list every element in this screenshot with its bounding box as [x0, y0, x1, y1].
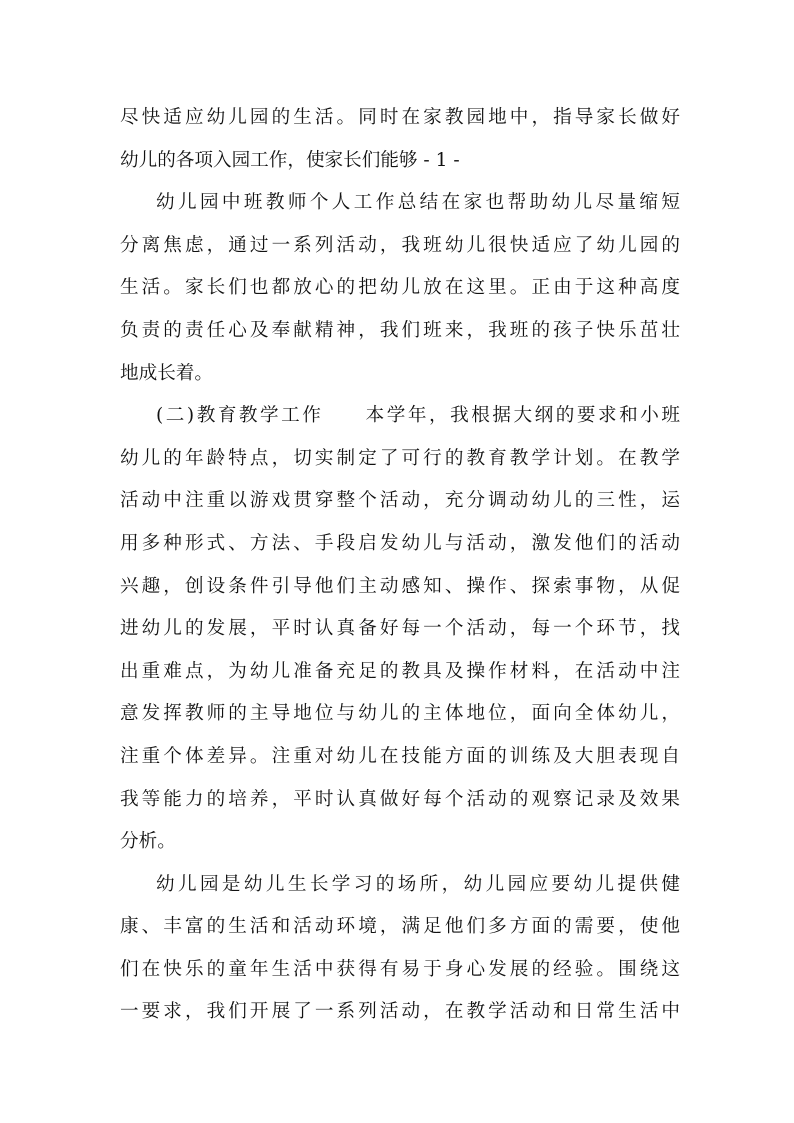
text-line: 尽快适应幼儿园的生活。同时在家教园地中，指导家长做好 — [120, 107, 680, 128]
text-line: 幼儿的各项入园工作，使家长们能够 - 1 - — [120, 149, 460, 171]
text-line: 活动中注重以游戏贯穿整个活动，充分调动幼儿的三性，运 — [120, 490, 680, 512]
text-line: 地成长着。 — [120, 362, 213, 384]
text-line: 分离焦虑，通过一系列活动，我班幼儿很快适应了幼儿园的 — [120, 234, 680, 256]
text-line: (二)教育教学工作 本学年，我根据大纲的要求和小班 — [156, 405, 680, 427]
text-line: 幼儿园中班教师个人工作总结在家也帮助幼儿尽量缩短 — [156, 192, 680, 214]
text-line: 进幼儿的发展，平时认真备好每一个活动，每一个环节，找 — [120, 618, 680, 640]
text-line: 生活。家长们也都放心的把幼儿放在这里。正由于这种高度 — [120, 277, 680, 299]
text-line: 注重个体差异。注重对幼儿在技能方面的训练及大胆表现自 — [120, 745, 680, 767]
text-line: 出重难点，为幼儿准备充足的教具及操作材料，在活动中注 — [120, 660, 680, 682]
text-line: 意发挥教师的主导地位与幼儿的主体地位，面向全体幼儿， — [120, 703, 680, 725]
text-line: 负责的责任心及奉献精神，我们班来，我班的孩子快乐茁壮 — [120, 319, 680, 341]
text-line: 幼儿的年龄特点，切实制定了可行的教育教学计划。在教学 — [120, 447, 680, 469]
text-line: 幼儿园是幼儿生长学习的场所，幼儿园应要幼儿提供健 — [156, 873, 680, 895]
text-line: 们在快乐的童年生活中获得有易于身心发展的经验。围绕这 — [120, 958, 680, 980]
text-line: 我等能力的培养，平时认真做好每个活动的观察记录及效果 — [120, 788, 680, 810]
text-line: 一要求，我们开展了一系列活动，在教学活动和日常生活中 — [120, 1001, 680, 1023]
text-line: 康、丰富的生活和活动环境，满足他们多方面的需要，使他 — [120, 916, 680, 938]
text-line: 用多种形式、方法、手段启发幼儿与活动，激发他们的活动 — [120, 532, 680, 554]
text-line: 兴趣，创设条件引导他们主动感知、操作、探索事物，从促 — [120, 575, 680, 597]
document-body — [120, 97, 680, 1034]
text-line: 分析。 — [120, 831, 176, 853]
